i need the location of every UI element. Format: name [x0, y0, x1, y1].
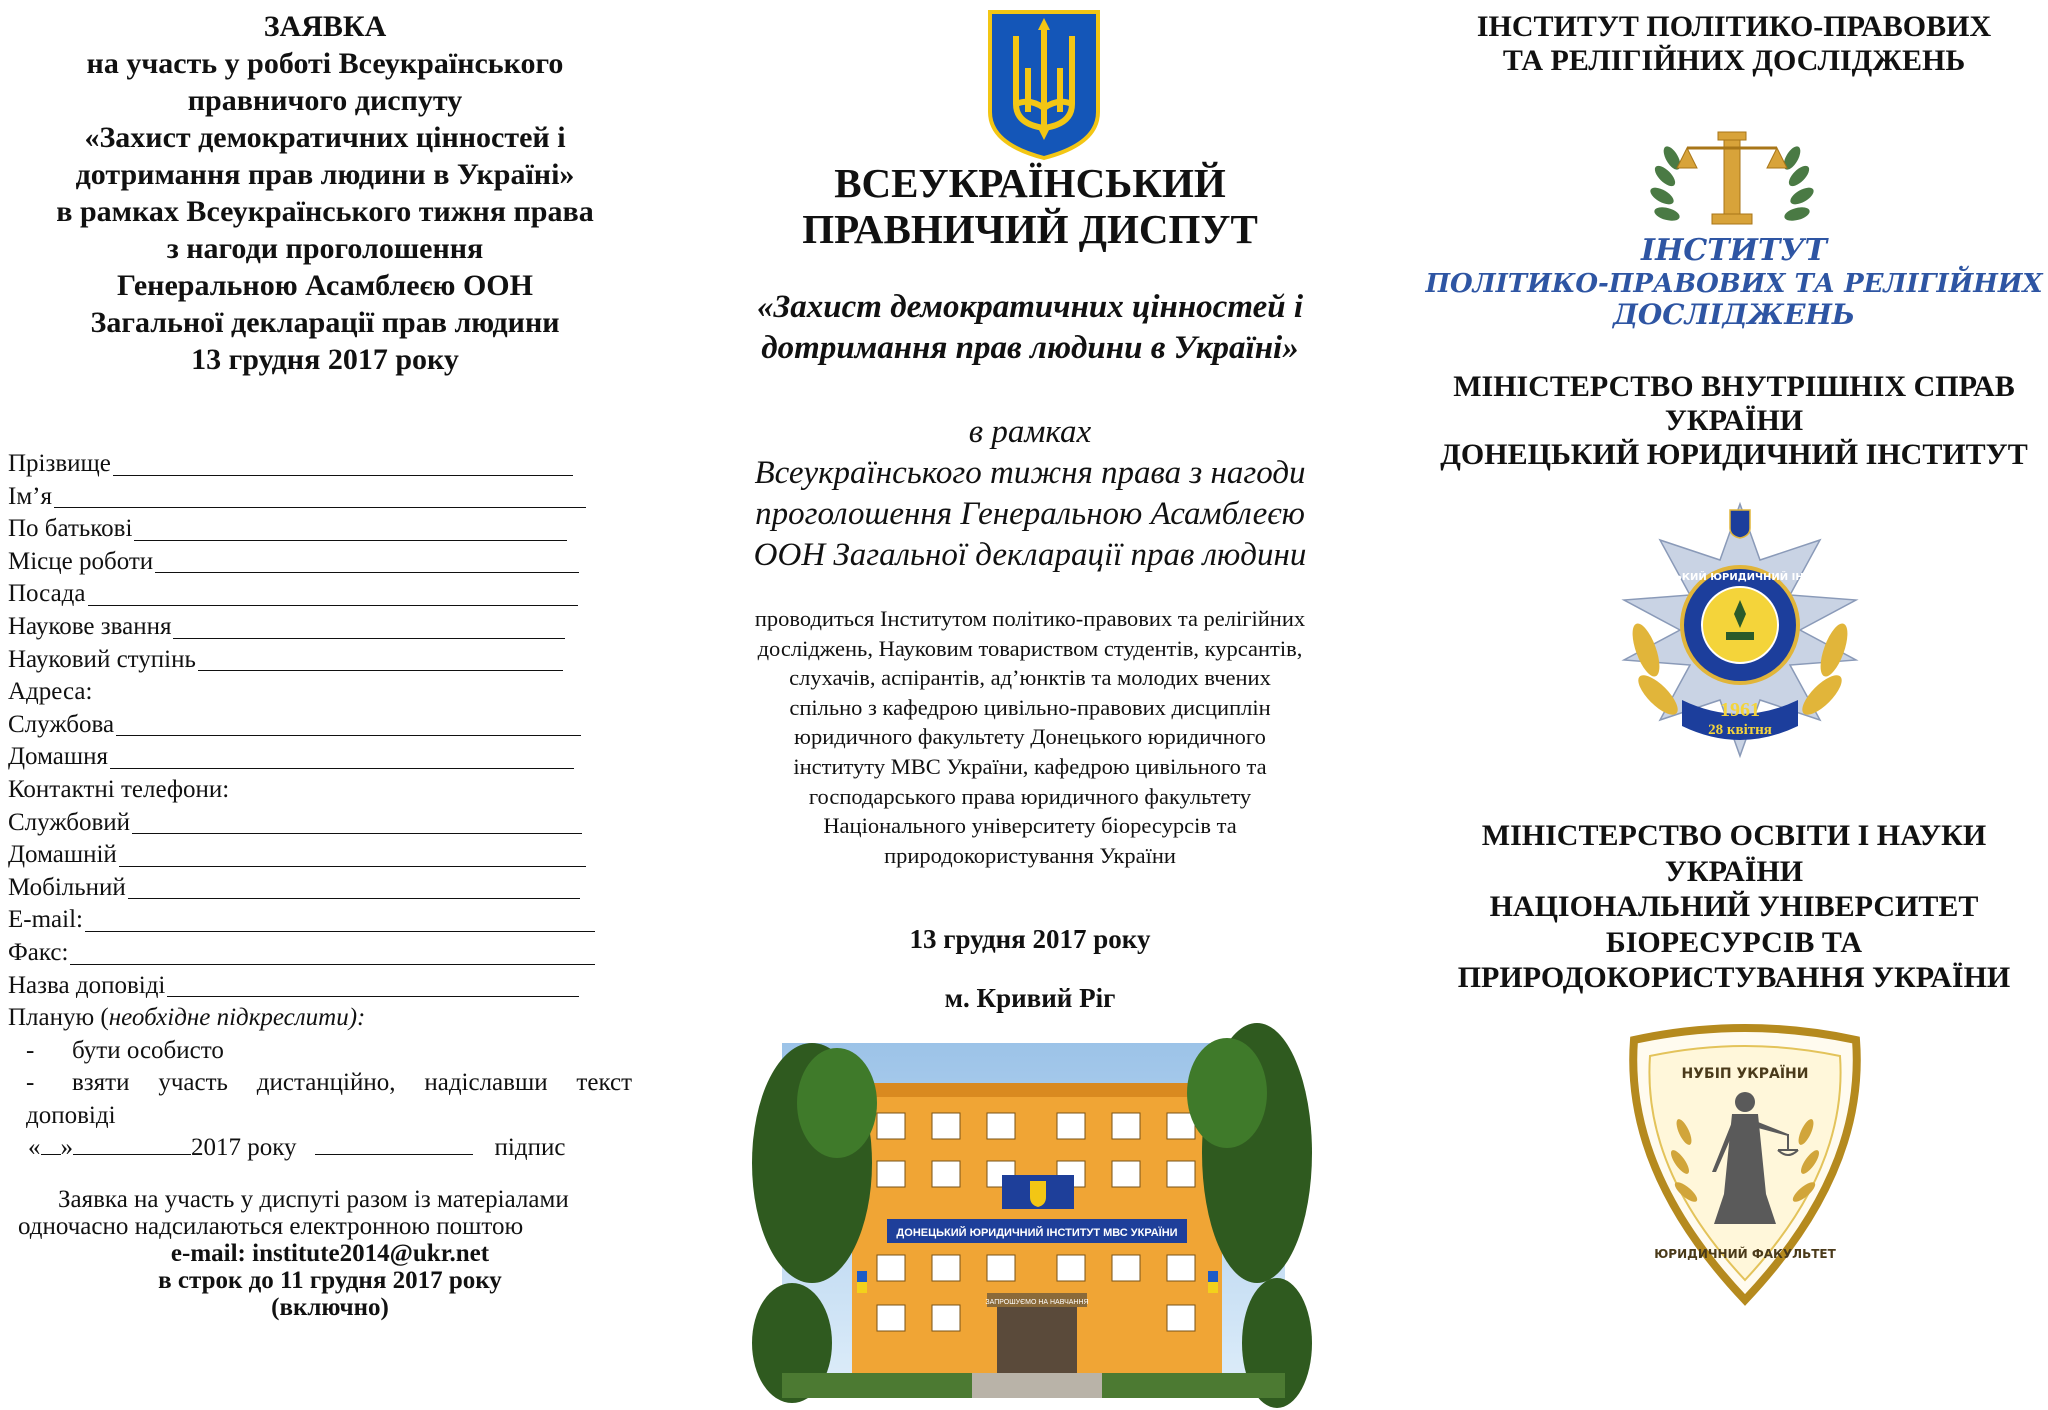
event-theme-line: дотримання прав людини в Україні» — [761, 330, 1299, 366]
field-label: Контактні телефони: — [8, 775, 230, 803]
field-label: Ім’я — [8, 482, 52, 510]
event-panel — [690, 0, 1370, 1410]
field-label: Мобільний — [8, 873, 126, 901]
organizations-panel — [1420, 0, 2048, 1410]
emblem-year: 1961 — [1720, 699, 1760, 721]
form-field-surname[interactable] — [8, 448, 648, 481]
org-heading-line: ІНСТИТУТ ПОЛІТИКО-ПРАВОВИХ — [1476, 10, 1992, 43]
quote-open: « — [28, 1134, 41, 1162]
fill-line[interactable] — [128, 876, 580, 899]
field-label: Прізвище — [8, 450, 111, 477]
organizers-line: слухачів, аспірантів, ад’юнктів та молодих вчених — [789, 665, 1271, 691]
form-field-report-title[interactable] — [8, 970, 648, 1003]
org-heading-line: НАЦІОНАЛЬНИЙ УНІВЕРСИТЕТ — [1489, 890, 1979, 923]
djui-emblem — [1610, 500, 1870, 760]
event-theme — [690, 287, 1370, 369]
application-title-line: правничого диспуту — [187, 84, 463, 117]
application-title-line: Загальної декларації прав людини — [90, 306, 560, 339]
form-field-email[interactable] — [8, 904, 648, 937]
form-field-academic-title[interactable] — [8, 611, 648, 644]
organizers-line: досліджень, Науковим товариством студентів, курсантів, — [757, 635, 1303, 661]
application-panel — [0, 0, 660, 1410]
signature-label: підпис — [494, 1134, 566, 1162]
coat-of-arms-icon — [986, 8, 1102, 160]
org-heading-line: МІНІСТЕРСТВО ВНУТРІШНІХ СПРАВ — [1453, 370, 2015, 403]
day-line[interactable] — [41, 1132, 61, 1155]
plan-note: необхідне підкреслити): — [108, 1004, 366, 1032]
application-title-line: дотримання прав людини в Україні» — [75, 158, 575, 191]
option-dash: - — [26, 1036, 35, 1064]
form-field-degree[interactable] — [8, 644, 648, 677]
field-label: Домашня — [8, 743, 108, 771]
fill-line[interactable] — [119, 844, 586, 867]
notice-deadline: в строк до 11 грудня 2017 року — [158, 1267, 502, 1294]
form-field-fax[interactable] — [8, 937, 648, 970]
logo-text-line: ПОЛІТИКО-ПРАВОВИХ ТА РЕЛІГІЙНИХ — [1425, 269, 2043, 299]
field-label: Адреса: — [8, 678, 93, 706]
field-label: Місце роботи — [8, 547, 154, 575]
fill-line[interactable] — [88, 583, 578, 606]
building-banner-text: ДОНЕЦЬКИЙ ЮРИДИЧНИЙ ІНСТИТУТ МВС УКРАЇНИ — [896, 1227, 1178, 1239]
event-title-line: ВСЕУКРАЇНСЬКИЙ — [834, 160, 1226, 206]
fill-line[interactable] — [173, 616, 565, 639]
option-label: взяти участь дистанційно, надіславши текст — [72, 1069, 632, 1097]
notice-inclusive: (включно) — [271, 1294, 389, 1321]
fill-line[interactable] — [70, 942, 595, 965]
month-line[interactable] — [73, 1132, 191, 1155]
emblem-top-text: НУБІП УКРАЇНИ — [1681, 1066, 1809, 1082]
event-organizers — [710, 604, 1350, 870]
notice-line: одночасно надсилаються електронною поштою — [18, 1213, 524, 1240]
org-heading-line: УКРАЇНИ — [1664, 854, 1804, 888]
logo-text-line: ІНСТИТУТ — [1641, 233, 1827, 268]
logo-text-line: ДОСЛІДЖЕНЬ — [1613, 298, 1855, 331]
event-date: 13 грудня 2017 року — [909, 924, 1151, 954]
form-field-phones — [8, 774, 648, 807]
plan-label: Планую ( — [8, 1004, 109, 1032]
form-field-name[interactable] — [8, 481, 648, 514]
signature-line[interactable] — [315, 1132, 473, 1155]
form-field-work-phone[interactable] — [8, 807, 648, 840]
field-label: Службовий — [8, 808, 131, 836]
organizers-line: спільно з кафедрою цивільно-правових дисциплін — [789, 694, 1271, 720]
fill-line[interactable] — [155, 550, 579, 573]
field-label: E-mail: — [8, 906, 83, 934]
event-theme-line: «Захист демократичних цінностей і — [757, 289, 1303, 325]
field-label: Домашній — [8, 841, 117, 869]
application-title-line: 13 грудня 2017 року — [191, 343, 459, 376]
institute-logo — [1425, 118, 2043, 334]
form-field-workplace[interactable] — [8, 546, 648, 579]
application-title-line: Генеральною Асамблеєю ООН — [117, 269, 533, 302]
organizers-line: проводиться Інститутом політико-правових та релігійних — [754, 606, 1306, 631]
date-signature-row — [8, 1132, 648, 1165]
org-heading-line: ДОНЕЦЬКИЙ ЮРИДИЧНИЙ ІНСТИТУТ — [1440, 438, 2028, 471]
form-field-position[interactable] — [8, 578, 648, 611]
option-label: бути особисто — [72, 1036, 224, 1064]
building-sign-text: ЗАПРОШУЄМО НА НАВЧАННЯ — [985, 1299, 1089, 1306]
option-remote[interactable] — [8, 1067, 648, 1100]
event-title-line: ПРАВНИЧИЙ ДИСПУТ — [802, 206, 1258, 252]
event-framework-line: в рамках — [968, 414, 1092, 450]
fill-line[interactable] — [116, 713, 581, 736]
form-field-patronymic[interactable] — [8, 513, 648, 546]
fill-line[interactable] — [54, 485, 586, 508]
option-remote-cont — [8, 1100, 648, 1133]
org-heading-line: ТА РЕЛІГІЙНИХ ДОСЛІДЖЕНЬ — [1502, 44, 1966, 77]
org-nubip-heading — [1420, 818, 2048, 996]
fill-line[interactable] — [113, 453, 573, 476]
organizers-line: юридичного факультету Донецького юридичного — [794, 724, 1266, 750]
fill-line[interactable] — [132, 811, 582, 834]
emblem-date: 28 квітня — [1708, 722, 1772, 738]
field-label: Наукове звання — [8, 612, 172, 640]
field-label: Назва доповіді — [8, 971, 166, 999]
form-field-mobile-phone[interactable] — [8, 872, 648, 905]
option-dash: - — [26, 1069, 35, 1097]
quote-close: » — [60, 1134, 73, 1162]
event-framework — [690, 412, 1370, 576]
form-field-address — [8, 676, 648, 709]
organizers-line: природокористування України — [884, 842, 1176, 868]
option-label: доповіді — [26, 1101, 116, 1129]
org-heading-line: БІОРЕСУРСІВ ТА — [1605, 925, 1863, 959]
plan-row — [8, 1002, 648, 1035]
fill-line[interactable] — [134, 518, 567, 541]
field-label: Факс: — [8, 938, 69, 966]
org-heading-line: УКРАЇНИ — [1664, 404, 1804, 437]
application-title-line: на участь у роботі Всеукраїнського — [86, 47, 564, 80]
event-framework-line: Всеукраїнського тижня права з нагоди — [754, 455, 1306, 491]
form-field-home-phone[interactable] — [8, 839, 648, 872]
organizers-line: господарського права юридичного факультету — [808, 783, 1252, 809]
event-title — [690, 160, 1370, 252]
field-label: Посада — [8, 580, 86, 608]
form-field-home-address[interactable] — [8, 741, 648, 774]
application-title-line: з нагоди проголошення — [166, 232, 484, 265]
application-title-line: «Захист демократичних цінностей і — [84, 121, 566, 154]
field-label: Службова — [8, 710, 115, 738]
fill-line[interactable] — [85, 909, 595, 932]
fill-line[interactable] — [167, 974, 579, 997]
application-title-line: в рамках Всеукраїнського тижня права — [56, 195, 594, 228]
emblem-bottom-text: ЮРИДИЧНИЙ ФАКУЛЬТЕТ — [1654, 1247, 1836, 1261]
option-in-person[interactable] — [8, 1035, 648, 1068]
year-label: 2017 року — [191, 1134, 297, 1162]
institute-building-photo — [782, 1043, 1285, 1398]
field-label: Науковий ступінь — [8, 645, 196, 673]
org-mvs-heading — [1420, 370, 2048, 472]
organizers-line: Національного університету біоресурсів та — [823, 813, 1237, 839]
application-form — [8, 448, 648, 1165]
emblem-ring-text: ДОНЕЦЬКИЙ ЮРИДИЧНИЙ ІНСТИТУТ — [1632, 572, 1848, 583]
org-heading-line: МІНІСТЕРСТВО ОСВІТИ І НАУКИ — [1481, 819, 1987, 852]
fill-line[interactable] — [110, 746, 574, 769]
org-institute-heading — [1420, 10, 2048, 78]
notice-email: e-mail: institute2014@ukr.net — [170, 1240, 490, 1267]
organizers-line: інституту МВС України, кафедрою цивільного та — [793, 753, 1267, 779]
notice-line: Заявка на участь у диспуті разом із матеріалами — [58, 1186, 569, 1213]
application-title-line: ЗАЯВКА — [263, 10, 387, 43]
org-heading-line: ПРИРОДОКОРИСТУВАННЯ УКРАЇНИ — [1457, 961, 2011, 994]
fill-line[interactable] — [198, 648, 563, 671]
event-city: м. Кривий Ріг — [944, 983, 1116, 1013]
field-label: По батькові — [8, 515, 133, 543]
event-framework-line: проголошення Генеральною Асамблеєю — [755, 496, 1305, 532]
event-framework-line: ООН Загальної декларації прав людини — [753, 537, 1307, 573]
law-faculty-emblem — [1620, 1022, 1870, 1304]
submission-notice — [0, 1186, 660, 1321]
form-field-work-address[interactable] — [8, 709, 648, 742]
application-title — [0, 8, 650, 378]
